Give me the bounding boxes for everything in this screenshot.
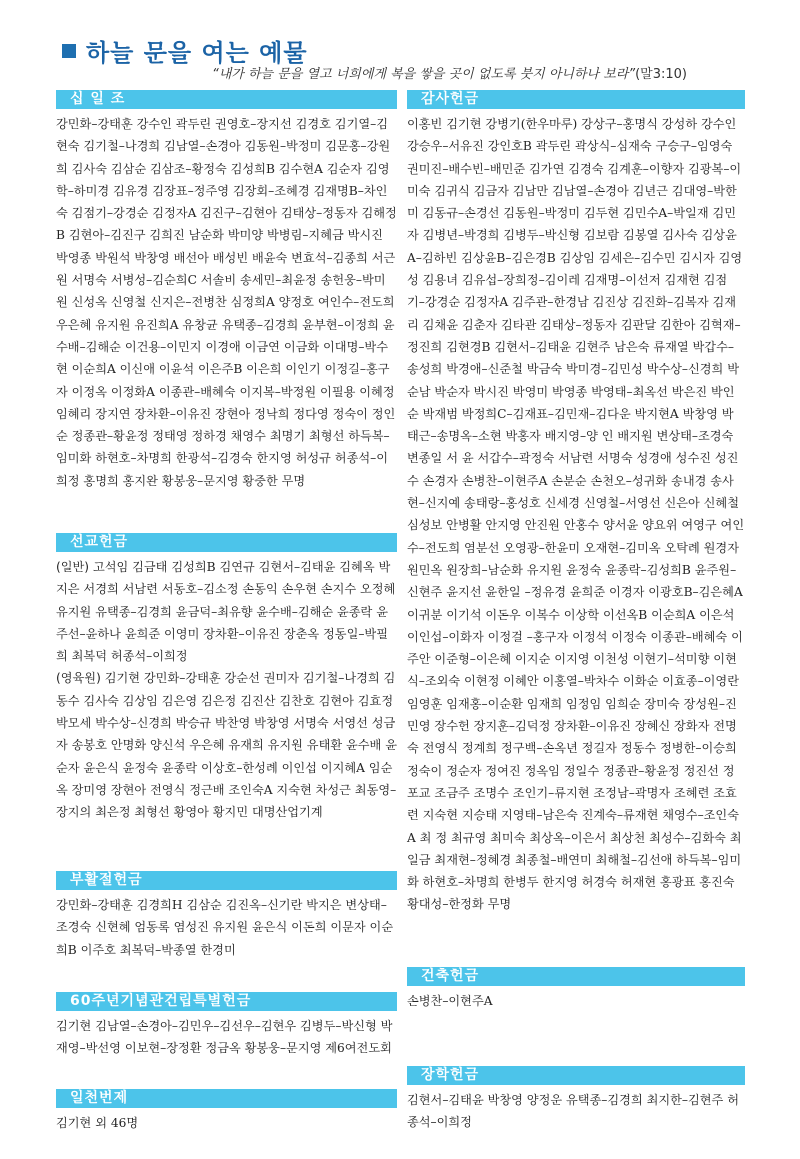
section-title: 장학헌금 <box>407 1066 745 1085</box>
donor-list: 강민화–강태훈 강수인 곽두린 권영호–장지선 김경호 김기열–김현숙 김기철–나경희 김남열–손경아 김동원–박정미 김문홍–강원희 김사숙 김삼순 김삼조–황정숙 김성희B 김수현A 김순자 김영학–하미경 김유경 김장표–정주영 김장회–조혜경 김재명B–차인숙 김점기–강경순 김정자A 김진구–김현아 김태상–정동자 김해정B 김현아–김진구 김희진 남순화 박미양 박병림–지혜금 박시진 박영종 박원석 박창영 배선아 배성빈 배윤숙 변효석–김종희 서근원 서명숙 서병성–김순희C 서솔비 송세민–최윤정 송헌웅–박미원 신성옥 신영철 신지은–전병찬 심정희A 양정호 여인수–전도희 우은혜 유지원 유진희A 유창균 유택종–김경희 윤부현–이정희 윤수배–김해순 이건용–이민지 이경애 이금연 이금화 이대명–박수현 이순희A 이신애 이윤석 이은주B 이은희 이인기 이정길–홍구자 이정옥 이정화A 이종관–배혜숙 이지복–박정원 이필용 이혜정 임혜리 장지연 장차환–이유진 장현아 정낙희 정다영 정숙이 정인순 정종관–황윤정 정태영 정하경 채영수 최명기 최형선 하득복–임미화 하현호–차명희 한광석–김경숙 한지영 허성규 허종석–이희정 홍명희 홍지완 황봉웅–문지영 황중한 무명 <box>56 117 397 488</box>
section-ilcheon <box>56 1089 397 1134</box>
section-anniversary <box>56 992 397 1060</box>
section-title: 60주년기념관건립특별헌금 <box>56 992 397 1011</box>
section-geonchuk <box>407 967 745 1012</box>
section-title: 선교헌금 <box>56 533 397 552</box>
donor-list: 이홍빈 김기현 강병기(한우마루) 강상구–홍명식 강성하 강수인 강승우–서유진 강인호B 곽두린 곽상식–심재숙 구승구–임영숙 권미진–배수빈–배민준 김가연 김경숙 김계훈–이향자 김광복–이미숙 김귀식 김금자 김남만 김남열–손경아 김년근 김대영–박한미 김동규–손경선 김동원–박정미 김두현 김민수A–박일재 김민자 김병년–박경희 김병두–박신형 김보람 김봉열 김사숙 김상윤A–김하빈 김상윤B–김은경B 김상임 김세은–김수민 김시자 김영성 김용녀 김유섭–장희정–김이레 김재명–이선저 김재현 김점기–강경순 김정자A 김주관–한경남 김진상 김진화–김복자 김재리 김채윤 김춘자 김타관 김태상–정동자 김판달 김한아 김혁재–정진희 김현경B 김현서–김태윤 김현주 남은숙 류재열 박갑수–송성희 박경애–신준철 박금숙 박미경–김민성 박수상–신경희 박순남 박순자 박시진 박영미 박영종 박영태–최옥선 박은진 박인순 박재범 박정희C–김재표–김민재–김다운 박지현A 박창영 박태근–송명옥–소현 박홍자 배지영–양 인 배지원 변상태–조경숙 변종일 서 윤 서갑수–곽정숙 서남련 서명숙 성경애 성수진 성진수 손경자 손병찬–이현주A 손분순 손천오–성귀화 송내경 송사현–신지예 송태랑–홍성호 신세경 신영철–서영선 신은아 신혜철 심성보 안병활 안지영 안진원 안홍수 양서윤 양요위 여영구 여인수–전도희 염분선 오영광–한윤미 오재현–김미옥 오탁례 원경자 원민옥 원장희–남순화 유지원 윤정숙 윤종락–김성희B 윤주원–신현주 윤지선 윤한일 –정유경 윤희준 이경자 이광호B–김은혜A 이귀분 이기석 이돈우 이복수 이상학 이선옥B 이순희A 이은석 이인섭–이화자 이정걸 –홍구자 이정석 이정숙 이종관–배혜숙 이주안 이준형–이은혜 이지순 이지영 이천성 이현기–석미향 이현식–조외숙 이현정 이혜안 이홍열–박차수 이화순 이효종–이영란 임영훈 임재홍–이순환 임재희 임정임 임희순 장미숙 장성원–진민영 장수헌 장지훈–김덕정 장차환–이유진 장혜신 장화자 전명숙 전영식 정계희 정구백–손옥년 정길자 정동수 정병한–이승희 정숙이 정순자 정여진 정옥임 정일수 정종관–황윤정 정진선 정포교 조금주 조명수 조인기–류지현 조정남–곽명자 조혜련 조효련 지숙현 지승태 지영태–남은숙 진계숙–류재현 채영수–조인숙A 최 정 최규영 최미숙 최상옥–이은서 최상천 최성수–김화숙 최일금 최재현–정혜경 최종철–배연미 최해철–김선애 하득복–임미화 하현호–차명희 한병두 한지영 허경숙 허재현 홍광표 홍진숙 황대성–한정화 무명 <box>407 117 745 912</box>
donor-list: 김현서–김태윤 박창영 양정운 유택종–김경희 최지한–김현주 허종석–이희정 <box>407 1093 739 1130</box>
section-title: 건축헌금 <box>407 967 745 986</box>
category-label-general: (일반) <box>56 560 90 574</box>
donor-list: 손병찬–이현주A <box>407 994 493 1008</box>
section-title: 부활절헌금 <box>56 871 397 890</box>
section-title: 감사헌금 <box>407 90 745 109</box>
section-seongyo <box>56 533 397 824</box>
section-title: 십 일 조 <box>56 90 397 109</box>
section-title: 일천번제 <box>56 1089 397 1108</box>
donor-list: 김기현 김남열–손경아–김민우–김선우–김현우 김병두–박신형 박재영–박선영 이보현–장정환 정금옥 황봉웅–문지영 제6여전도회 <box>56 1019 393 1056</box>
section-janghak <box>407 1066 745 1134</box>
donor-list-youngyukwon: 김기현 강민화–강태훈 강순선 권미자 김기철–나경희 김동수 김사숙 김상임 김은영 김은정 김진산 김찬호 김현아 김효정 박모세 박수상–신경희 박승규 박찬영 박창영 서명숙 서영선 성금자 송봉호 안명화 양신석 우은혜 유재희 유지원 유태환 윤수배 윤순자 윤은식 윤정숙 윤종락 이상호–한성례 이인섭 이지혜A 임순옥 장미영 장현아 전영식 정근배 조인숙A 지숙현 차성근 최동영–장지의 최은정 최형선 황영아 황지민 대명산업기계 <box>56 671 397 820</box>
donor-list <box>56 556 397 824</box>
verse-reference: (말3:10) <box>635 67 687 82</box>
section-gamsa <box>407 90 745 916</box>
donor-list: 김기현 외 46명 <box>56 1116 139 1130</box>
section-buhwal <box>56 871 397 961</box>
verse-text: “내가 하늘 문을 열고 너희에게 복을 쌓을 곳이 없도록 붓지 아니하나 보라” <box>211 67 636 82</box>
donor-list: 강민화–강태훈 김경희H 김삼순 김진옥–신기란 박지은 변상태–조경숙 신현혜 엄동록 염성진 유지원 윤은식 이돈희 이문자 이순희B 이주호 최복덕–박종열 한경미 <box>56 898 394 957</box>
square-bullet-icon <box>62 44 76 58</box>
section-sipilsjo <box>56 90 397 492</box>
verse-line <box>0 63 800 82</box>
page-title: 하늘 문을 여는 예물 <box>86 39 308 67</box>
donor-list-general: 고석임 김금태 김성희B 김연규 김현서–김태윤 김혜옥 박지은 서경희 서남련 서동호–김소정 손동익 손우현 손지수 오정혜 유지원 유택종–김경희 윤금덕–최유향 윤수배–김해순 윤종락 윤주선–윤하나 윤희준 이영미 장차환–이유진 장춘옥 정동일–박필희 최복덕 허종석–이희정 <box>56 560 396 664</box>
category-label-youngyukwon: (영육원) <box>56 671 101 686</box>
